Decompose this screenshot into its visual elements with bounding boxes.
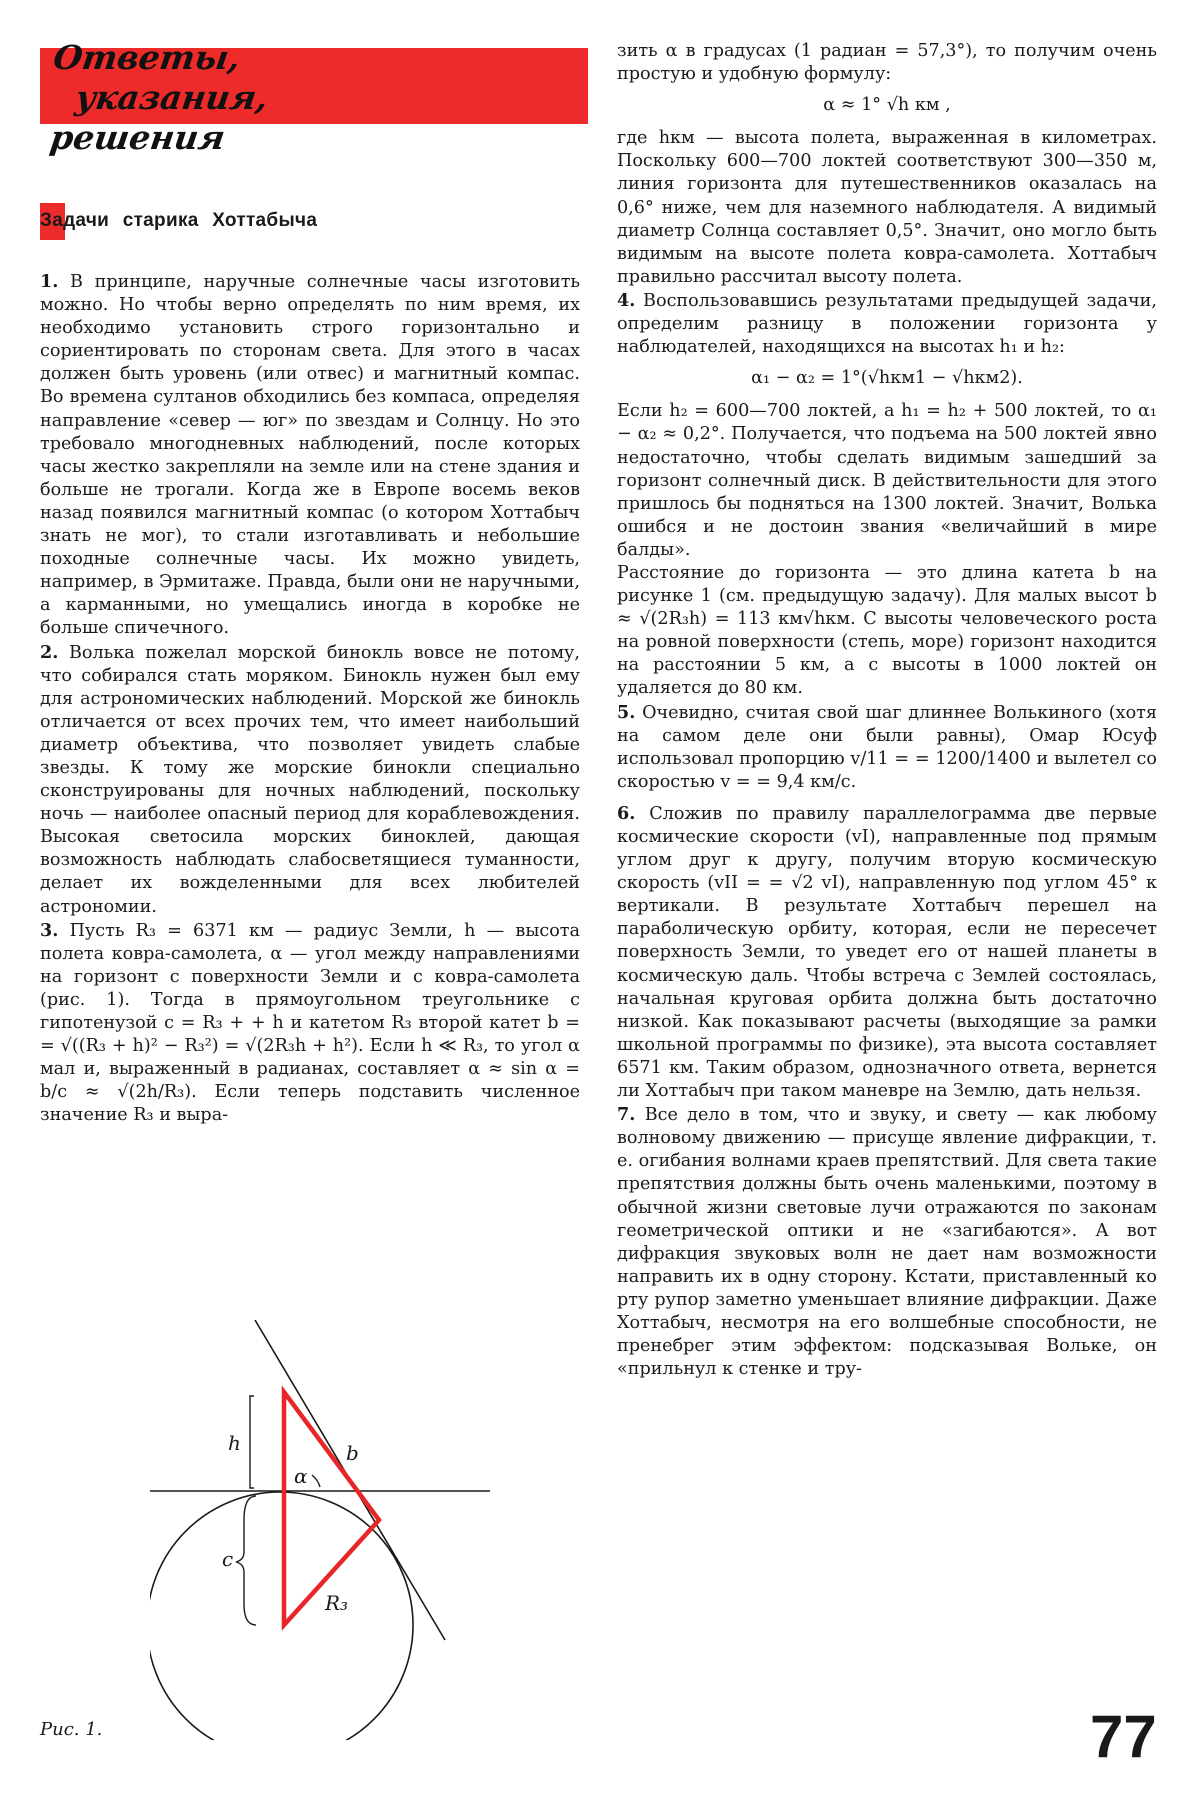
answer-3-continued: зить α в градусах (1 радиан = 57,3°), то получим очень простую и удобную формулу: <box>617 41 1157 85</box>
answer-5-number: 5. <box>617 701 636 723</box>
answer-3-conclusion: где hкм — высота полета, выраженная в километрах. Поскольку 600—700 локтей соответствуют 300—350 м, линия горизонта для путешественников оказалась на 0,6° ниже, чем для наземного наблюдателя. А видимый диаметр Солнца составляет 0,5°. Значит, оно могло быть видимым на высоте полета ковра-самолета. Хоттабыч правильно рассчитал высоту полета. <box>617 128 1157 287</box>
section-title: Задачи старика Хоттабыча <box>40 210 318 231</box>
answer-4-text: Воспользовавшись результатами предыдущей задачи, определим разницу в положении горизонта у наблюдателей, находящихся на высотах h₁ и h₂: <box>617 290 1157 358</box>
label-alpha: α <box>294 1464 308 1488</box>
section-header-script <box>40 38 357 158</box>
answer-3-text: Пусть R₃ = 6371 км — радиус Земли, h — высота полета ковра-самолета, α — угол между направлениями на горизонт с поверхности Земли и с ковра-самолета (рис. 1). Тогда в прямоугольном треугольнике с гипотенузой c = R₃ + + h и катетом R₃ второй катет b = = √((R₃ + h)² − R₃²) = √(2R₃h + h²). Если h ≪ R₃, то угол α мал и, выраженный в радианах, составляет α ≈ sin α = b/c ≈ √(2h/R₃). Если теперь подставить численное значение R₃ и выра- <box>40 920 581 1126</box>
answer-1-text: В принципе, наручные солнечные часы изготовить можно. Но чтобы верно определять по ним время, их необходимо установить строго горизонтально и сориентировать по сторонам света. Для этого в часах должен быть уровень (или отвес) и магнитный компас. Во времена султанов обходились без компаса, определяя направление «север — юг» по звездам и Солнцу. Но это требовало многодневных наблюдений, после которых часы жестко закрепляли на земле или на стене здания и больше не трогали. Когда же в Европе восемь веков назад появился магнитный компас (о котором Хоттабыч знать не мог), то стали изготавливать и небольшие походные солнечные часы. Их можно увидеть, например, в Эрмитаже. Правда, были они не наручными, а карманными, но умещались иногда в коробке не больше спичечного. <box>40 272 581 639</box>
answer-5 <box>617 701 1157 794</box>
answer-7-number: 7. <box>617 1104 636 1126</box>
left-column <box>40 270 580 1127</box>
formula-horizon-angle: α ≈ 1° √h км , <box>823 95 951 116</box>
header-line-3: решения <box>47 118 228 157</box>
answer-3-number: 3. <box>40 919 59 941</box>
answer-4-number: 4. <box>617 289 636 311</box>
answer-6 <box>617 802 1157 1103</box>
label-c: c <box>222 1547 234 1571</box>
answer-7 <box>617 1103 1157 1381</box>
answer-6-number: 6. <box>617 802 636 824</box>
figure-caption: Рис. 1. <box>40 1719 103 1740</box>
formula-angle-difference: α₁ − α₂ = 1°(√hкм1 − √hкм2). <box>751 368 1023 389</box>
answer-2 <box>40 641 580 919</box>
answer-2-text: Волька пожелал морской бинокль вовсе не потому, что собирался стать моряком. Бинокль нужен был ему для астрономических наблюдений. Морской же бинокль отличается от всех прочих тем, что имеет наибольший диаметр объектива, что позволяет увидеть слабые звезды. К тому же морские бинокли специально сконструированы для ночных наблюдений, поскольку ночь — наиболее опасный период для кораблевождения. Высокая светосила морских биноклей, дающая возможность наблюдать слабосветящиеся туманности, делает их вожделенными для всех любителей астрономии. <box>40 642 580 917</box>
brace-h <box>250 1396 254 1488</box>
answer-4 <box>617 289 1157 359</box>
answer-3 <box>40 919 580 1128</box>
answer-4-extra: Расстояние до горизонта — это длина катета b на рисунке 1 (см. предыдущую задачу). Для малых высот b ≈ √(2R₃h) = 113 км√hкм. С высоты человеческого роста на ровной поверхности (степь, море) горизонт находится на расстоянии 5 км, а с высоты в 1000 локтей он удаляется до 80 км. <box>617 562 1157 699</box>
answer-1-number: 1. <box>40 271 59 292</box>
right-column <box>617 40 1157 1381</box>
answer-1 <box>40 270 580 641</box>
answer-7-text: Все дело в том, что и звуку, и свету — как любому волновому движению — присуще явление дифракции, т. е. огибания волнами краев препятствий. Для света такие препятствия должны быть очень маленькими, поэтому в обычной жизни световые лучи отражаются по законам геометрической оптики и не «загибаются». А вот дифракция звуковых волн не дает нам возможности направить их в одну сторону. Кстати, приставленный ко рту рупор заметно уменьшает влияние дифракции. Даже Хоттабыч, несмотря на его волшебные способности, не пренебрег этим эффектом: подсказывая Вольке, он «прильнул к стенке и тру- <box>617 1105 1158 1380</box>
label-b: b <box>346 1441 359 1465</box>
page-number: 77 <box>1090 1703 1157 1770</box>
figure-1-diagram <box>150 1320 580 1740</box>
label-h: h <box>228 1431 241 1455</box>
answer-2-number: 2. <box>40 641 59 663</box>
angle-arc <box>312 1475 320 1487</box>
label-r: R₃ <box>325 1591 349 1615</box>
answer-6-text: Сложив по правилу параллелограмма две первые космические скорости (vI), направленные под прямым углом друг к другу, получим вторую космическую скорость (vII = = √2 vI), направленную под углом 45° к вертикали. В результате Хоттабыч перешел на параболическую орбиту, которая, если не пересечет поверхность Земли, то уведет его от нашей планеты в космическую даль. Чтобы встреча с Землей состоялась, начальная круговая орбита должна быть достаточно низкой. Как показывают расчеты (выходящие за рамки школьной программы по физике), эта высота составляет 6571 км. Таким образом, однозначного ответа, вернется ли Хоттабыч при таком маневре на Землю, дать нельзя. <box>617 803 1157 1102</box>
answer-5-text: Очевидно, считая свой шаг длиннее Волькиного (хотя на самом деле они были равны), Омар Юсуф использовал пропорцию v/11 = = 1200/1400 и вылетел со скоростью v = = 9,4 км/с. <box>617 702 1157 792</box>
brace-c <box>236 1496 256 1625</box>
answer-4-continued: Если h₂ = 600—700 локтей, а h₁ = h₂ + 500 локтей, то α₁ − α₂ ≈ 0,2°. Получается, что подъема на 500 локтей явно недостаточно, чтобы сделать видимым зашедший за горизонт солнечный диск. В действительности для этого пришлось бы подняться на 1300 локтей. Значит, Волька ошибся и не достоин звания «величайший в мире балды». <box>617 401 1157 560</box>
header-line-2: указания, <box>73 78 271 117</box>
header-line-1: Ответы, <box>50 38 243 77</box>
